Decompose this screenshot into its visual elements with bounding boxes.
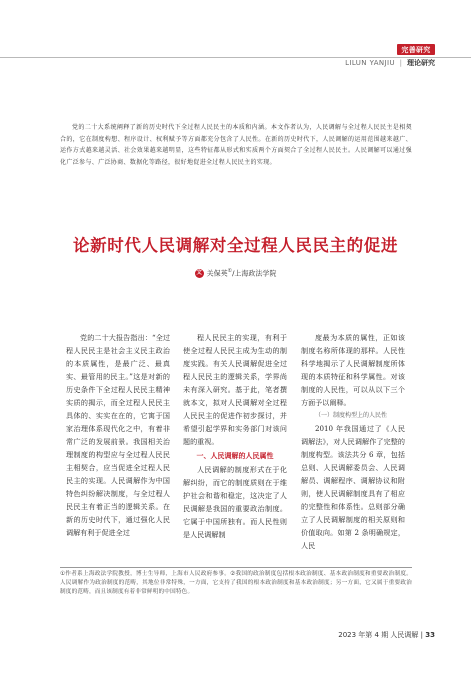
running-title: LILUN YANJIU [345, 59, 395, 67]
abstract: 党的二十大系统阐释了新的历史时代下全过程人民民主的本质和内涵。本文作者认为，人民调解与全过程人民民主是相契合的，它在制度构想、程序设计、权利赋予等方面都充分包含了人民性。在新的历史时代下，人民调解的运用范围越来越广、运作方式越来越灵活、社会效果越来越明显，这些特征都从形式和实质两个方面契合了全过程人民民主。人民调解可以通过强化广泛参与、广泛协商、数据化等路径，很好地促进全过程人民民主的实现。 [60, 124, 412, 166]
author-affiliation: /上海政法学院 [232, 269, 277, 278]
body-paragraph: 人民调解的制度形式在于化解纠纷，而它的制度质则在于维护社会和谐和稳定，这决定了人民调解是我国的重要政治制度。它属于中国所独有。而人民性则是人民调解制 [183, 465, 287, 539]
body-column-2 [183, 331, 287, 564]
author-name: 关保英 [206, 269, 228, 278]
body-column-1 [66, 331, 170, 564]
column-badge-label: 完善研究 [401, 45, 431, 54]
running-header: LILUN YANJIU | 理论研究 [345, 59, 435, 67]
body-column-3 [301, 331, 405, 564]
body-paragraph: 党的二十大报告指出：“全过程人民民主是社会主义民主政治的本质属性，是最广泛、最真实、最管用的民主。”这是对新的历史条件下全过程人民民主精神实质的揭示，而全过程人民民主具体的、实实在在的，它寓于国家治理体系现代化之中，有着非常广泛的发展前景。我国相关治理制度的构型应与全过程人民民主相契合，应当促进全过程人民民主的实现。人民调解作为中国特色纠纷解决制度，与全过程人民民主有着正当的逻辑关系。在新的历史时代下，通过强化人民调解有利于促进全过 [66, 333, 170, 537]
body-paragraph: 程人民民主的实现，有利于使全过程人民民主成为生动的制度实践。有关人民调解促进全过程人民民主的逻辑关系，学界尚未有深入研究。基于此，笔者撰就本文，拟对人民调解对全过程人民民主的促进作初步探讨，并希望引起学界和实务部门对该问题的重视。 [183, 333, 287, 446]
page-footer: 2023 年第 4 期 人民调解 | 33 [338, 631, 435, 639]
page-header [0, 0, 471, 67]
article-title: 论新时代人民调解对全过程人民民主的促进 [73, 236, 398, 255]
section-heading: 一、人民调解的人民属性 [196, 452, 274, 460]
body-paragraph: 度最为本质的属性，正如该制度名称所体现的那样。人民性科学地揭示了人民调解制度所体现的本质特征和科学属性。对该制度的人民性，可以从以下三个方面予以阐释。 [301, 333, 405, 407]
author-footnote-mark: ① [227, 268, 233, 274]
subsection-heading: （一）制度构型上的人民性 [315, 412, 388, 419]
section-name: 理论研究 [407, 59, 435, 67]
column-badge [397, 44, 435, 55]
body-paragraph: 2010 年我国通过了《人民调解法》，对人民调解作了完整的制度构型。该法共分 6 章，包括总则、人民调解委员会、人民调解员、调解程序、调解协议和附则，使人民调解制度具有了相应的完整性和体系性。总则部分确立了人民调解制度的相关原则和价值取向。如第 2 条明确规定，人民 [301, 424, 405, 550]
footnote-divider [60, 567, 412, 568]
footnotes: ①作者系上海政法学院教授，博士生导师，上海市人民政府参事。②我国的政治制度包括根本政治制度、基本政治制度和重要政治制度。人民调解作为政治制度的范畴，其地位非常特殊，一方面，它支持了我国的根本政治制度和基本政治制度；另一方面，它又属于重要政治制度的范畴，而且该制度有着非常鲜明的中国特色。 [60, 571, 412, 596]
page-number: 33 [425, 631, 435, 639]
author-line [0, 268, 471, 278]
author-badge-icon: 文 [196, 269, 202, 276]
issue-info: 2023 年第 4 期 人民调解 [338, 631, 419, 639]
